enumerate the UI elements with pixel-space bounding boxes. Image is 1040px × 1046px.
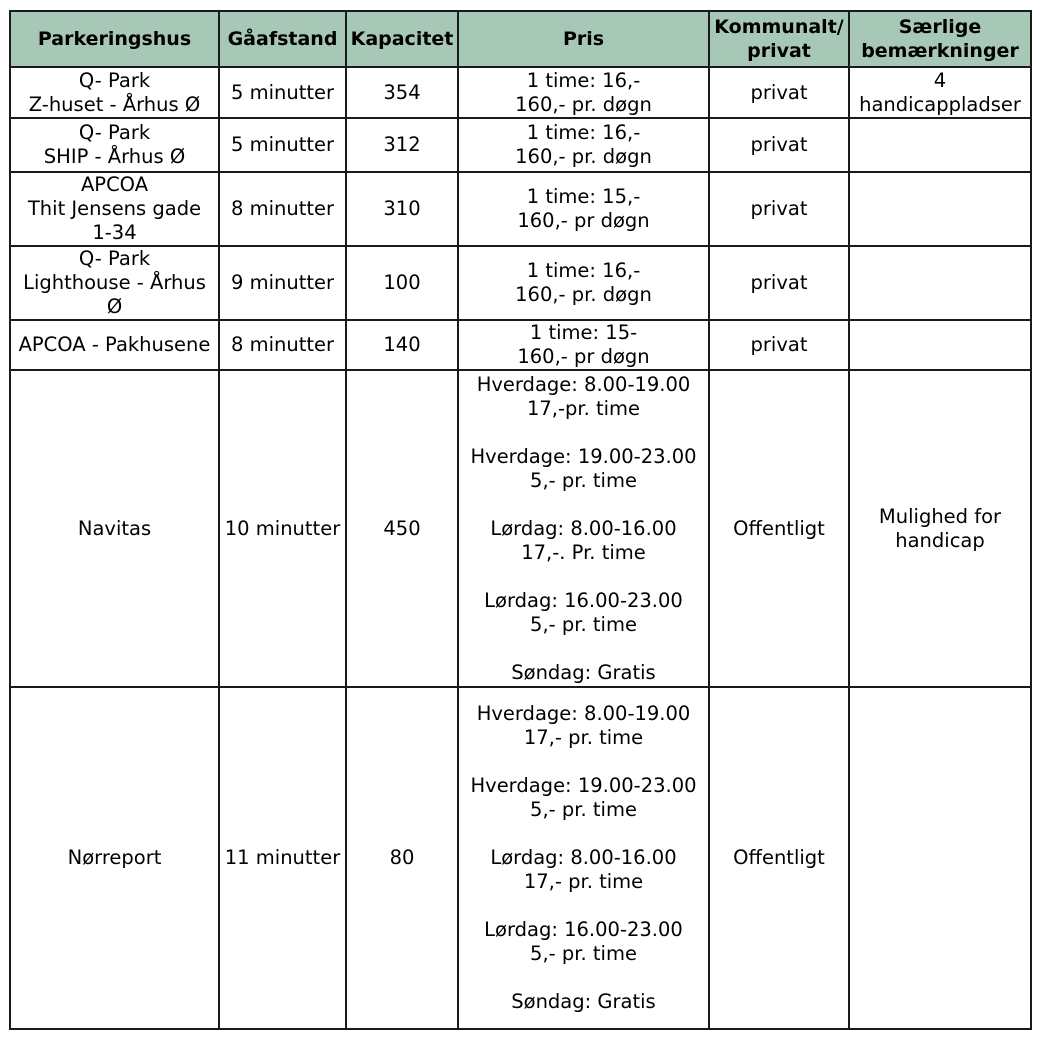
header-row bbox=[10, 11, 1031, 67]
cell-ownership: privat bbox=[709, 246, 849, 320]
cell-ownership: Offentligt bbox=[709, 370, 849, 687]
header-parkeringshus: Parkeringshus bbox=[10, 11, 219, 67]
cell-remarks bbox=[849, 320, 1031, 370]
price-entry: 1 time: 15,- 160,- pr døgn bbox=[517, 185, 650, 232]
table-row bbox=[10, 172, 1031, 246]
cell-pris bbox=[458, 370, 709, 687]
table-row bbox=[10, 118, 1031, 172]
cell-kapacitet: 80 bbox=[346, 687, 458, 1029]
cell-pris bbox=[458, 687, 709, 1029]
cell-pris bbox=[458, 172, 709, 246]
table-row bbox=[10, 370, 1031, 687]
price-entry: Hverdage: 8.00-19.00 17,- pr. time bbox=[476, 702, 691, 749]
price-entry: Lørdag: 8.00-16.00 17,- pr. time bbox=[490, 846, 677, 893]
table-row bbox=[10, 687, 1031, 1029]
cell-kapacitet: 140 bbox=[346, 320, 458, 370]
cell-kapacitet: 310 bbox=[346, 172, 458, 246]
cell-parkeringshus: APCOA - Pakhusene bbox=[10, 320, 219, 370]
cell-gaafstand: 5 minutter bbox=[219, 118, 346, 172]
cell-kapacitet: 354 bbox=[346, 67, 458, 118]
price-entry: 1 time: 15- 160,- pr døgn bbox=[517, 321, 650, 368]
table-row bbox=[10, 246, 1031, 320]
cell-parkeringshus: Q- Park Z-huset - Århus Ø bbox=[10, 67, 219, 118]
cell-parkeringshus: APCOA Thit Jensens gade 1-34 bbox=[10, 172, 219, 246]
cell-parkeringshus: Navitas bbox=[10, 370, 219, 687]
cell-gaafstand: 5 minutter bbox=[219, 67, 346, 118]
header-kommunalt-privat: Kommunalt/ privat bbox=[709, 11, 849, 67]
cell-gaafstand: 8 minutter bbox=[219, 172, 346, 246]
cell-parkeringshus: Q- Park SHIP - Århus Ø bbox=[10, 118, 219, 172]
price-entry: Hverdage: 19.00-23.00 5,- pr. time bbox=[470, 774, 697, 821]
cell-pris bbox=[458, 118, 709, 172]
cell-ownership: privat bbox=[709, 118, 849, 172]
header-gaafstand: Gåafstand bbox=[219, 11, 346, 67]
cell-ownership: privat bbox=[709, 320, 849, 370]
header-saerlige-bemaerkninger: Særlige bemærkninger bbox=[849, 11, 1031, 67]
cell-gaafstand: 11 minutter bbox=[219, 687, 346, 1029]
header-pris: Pris bbox=[458, 11, 709, 67]
cell-pris bbox=[458, 67, 709, 118]
cell-gaafstand: 10 minutter bbox=[219, 370, 346, 687]
cell-remarks: 4 handicappladser bbox=[849, 67, 1031, 118]
cell-remarks bbox=[849, 246, 1031, 320]
cell-parkeringshus: Q- Park Lighthouse - Århus Ø bbox=[10, 246, 219, 320]
cell-kapacitet: 450 bbox=[346, 370, 458, 687]
cell-gaafstand: 8 minutter bbox=[219, 320, 346, 370]
header-kapacitet: Kapacitet bbox=[346, 11, 458, 67]
cell-ownership: privat bbox=[709, 67, 849, 118]
cell-remarks: Mulighed for handicap bbox=[849, 370, 1031, 687]
cell-ownership: Offentligt bbox=[709, 687, 849, 1029]
price-entry: Søndag: Gratis bbox=[511, 660, 656, 684]
cell-kapacitet: 312 bbox=[346, 118, 458, 172]
price-entry: 1 time: 16,- 160,- pr. døgn bbox=[515, 259, 652, 306]
cell-remarks bbox=[849, 172, 1031, 246]
price-entry: Lørdag: 8.00-16.00 17,-. Pr. time bbox=[490, 516, 677, 564]
parking-table bbox=[9, 10, 1032, 1030]
table-row bbox=[10, 320, 1031, 370]
price-entry: Søndag: Gratis bbox=[511, 990, 656, 1013]
cell-parkeringshus: Nørreport bbox=[10, 687, 219, 1029]
price-entry: 1 time: 16,- 160,- pr. døgn bbox=[515, 68, 652, 116]
price-entry: Hverdage: 19.00-23.00 5,- pr. time bbox=[470, 444, 697, 492]
cell-kapacitet: 100 bbox=[346, 246, 458, 320]
price-entry: Hverdage: 8.00-19.00 17,-pr. time bbox=[476, 372, 691, 420]
cell-pris bbox=[458, 246, 709, 320]
table-row bbox=[10, 67, 1031, 118]
price-entry: Lørdag: 16.00-23.00 5,- pr. time bbox=[484, 588, 683, 636]
price-entry: 1 time: 16,- 160,- pr. døgn bbox=[515, 121, 652, 168]
cell-remarks bbox=[849, 687, 1031, 1029]
cell-pris bbox=[458, 320, 709, 370]
price-entry: Lørdag: 16.00-23.00 5,- pr. time bbox=[484, 918, 683, 965]
cell-remarks bbox=[849, 118, 1031, 172]
cell-ownership: privat bbox=[709, 172, 849, 246]
cell-gaafstand: 9 minutter bbox=[219, 246, 346, 320]
